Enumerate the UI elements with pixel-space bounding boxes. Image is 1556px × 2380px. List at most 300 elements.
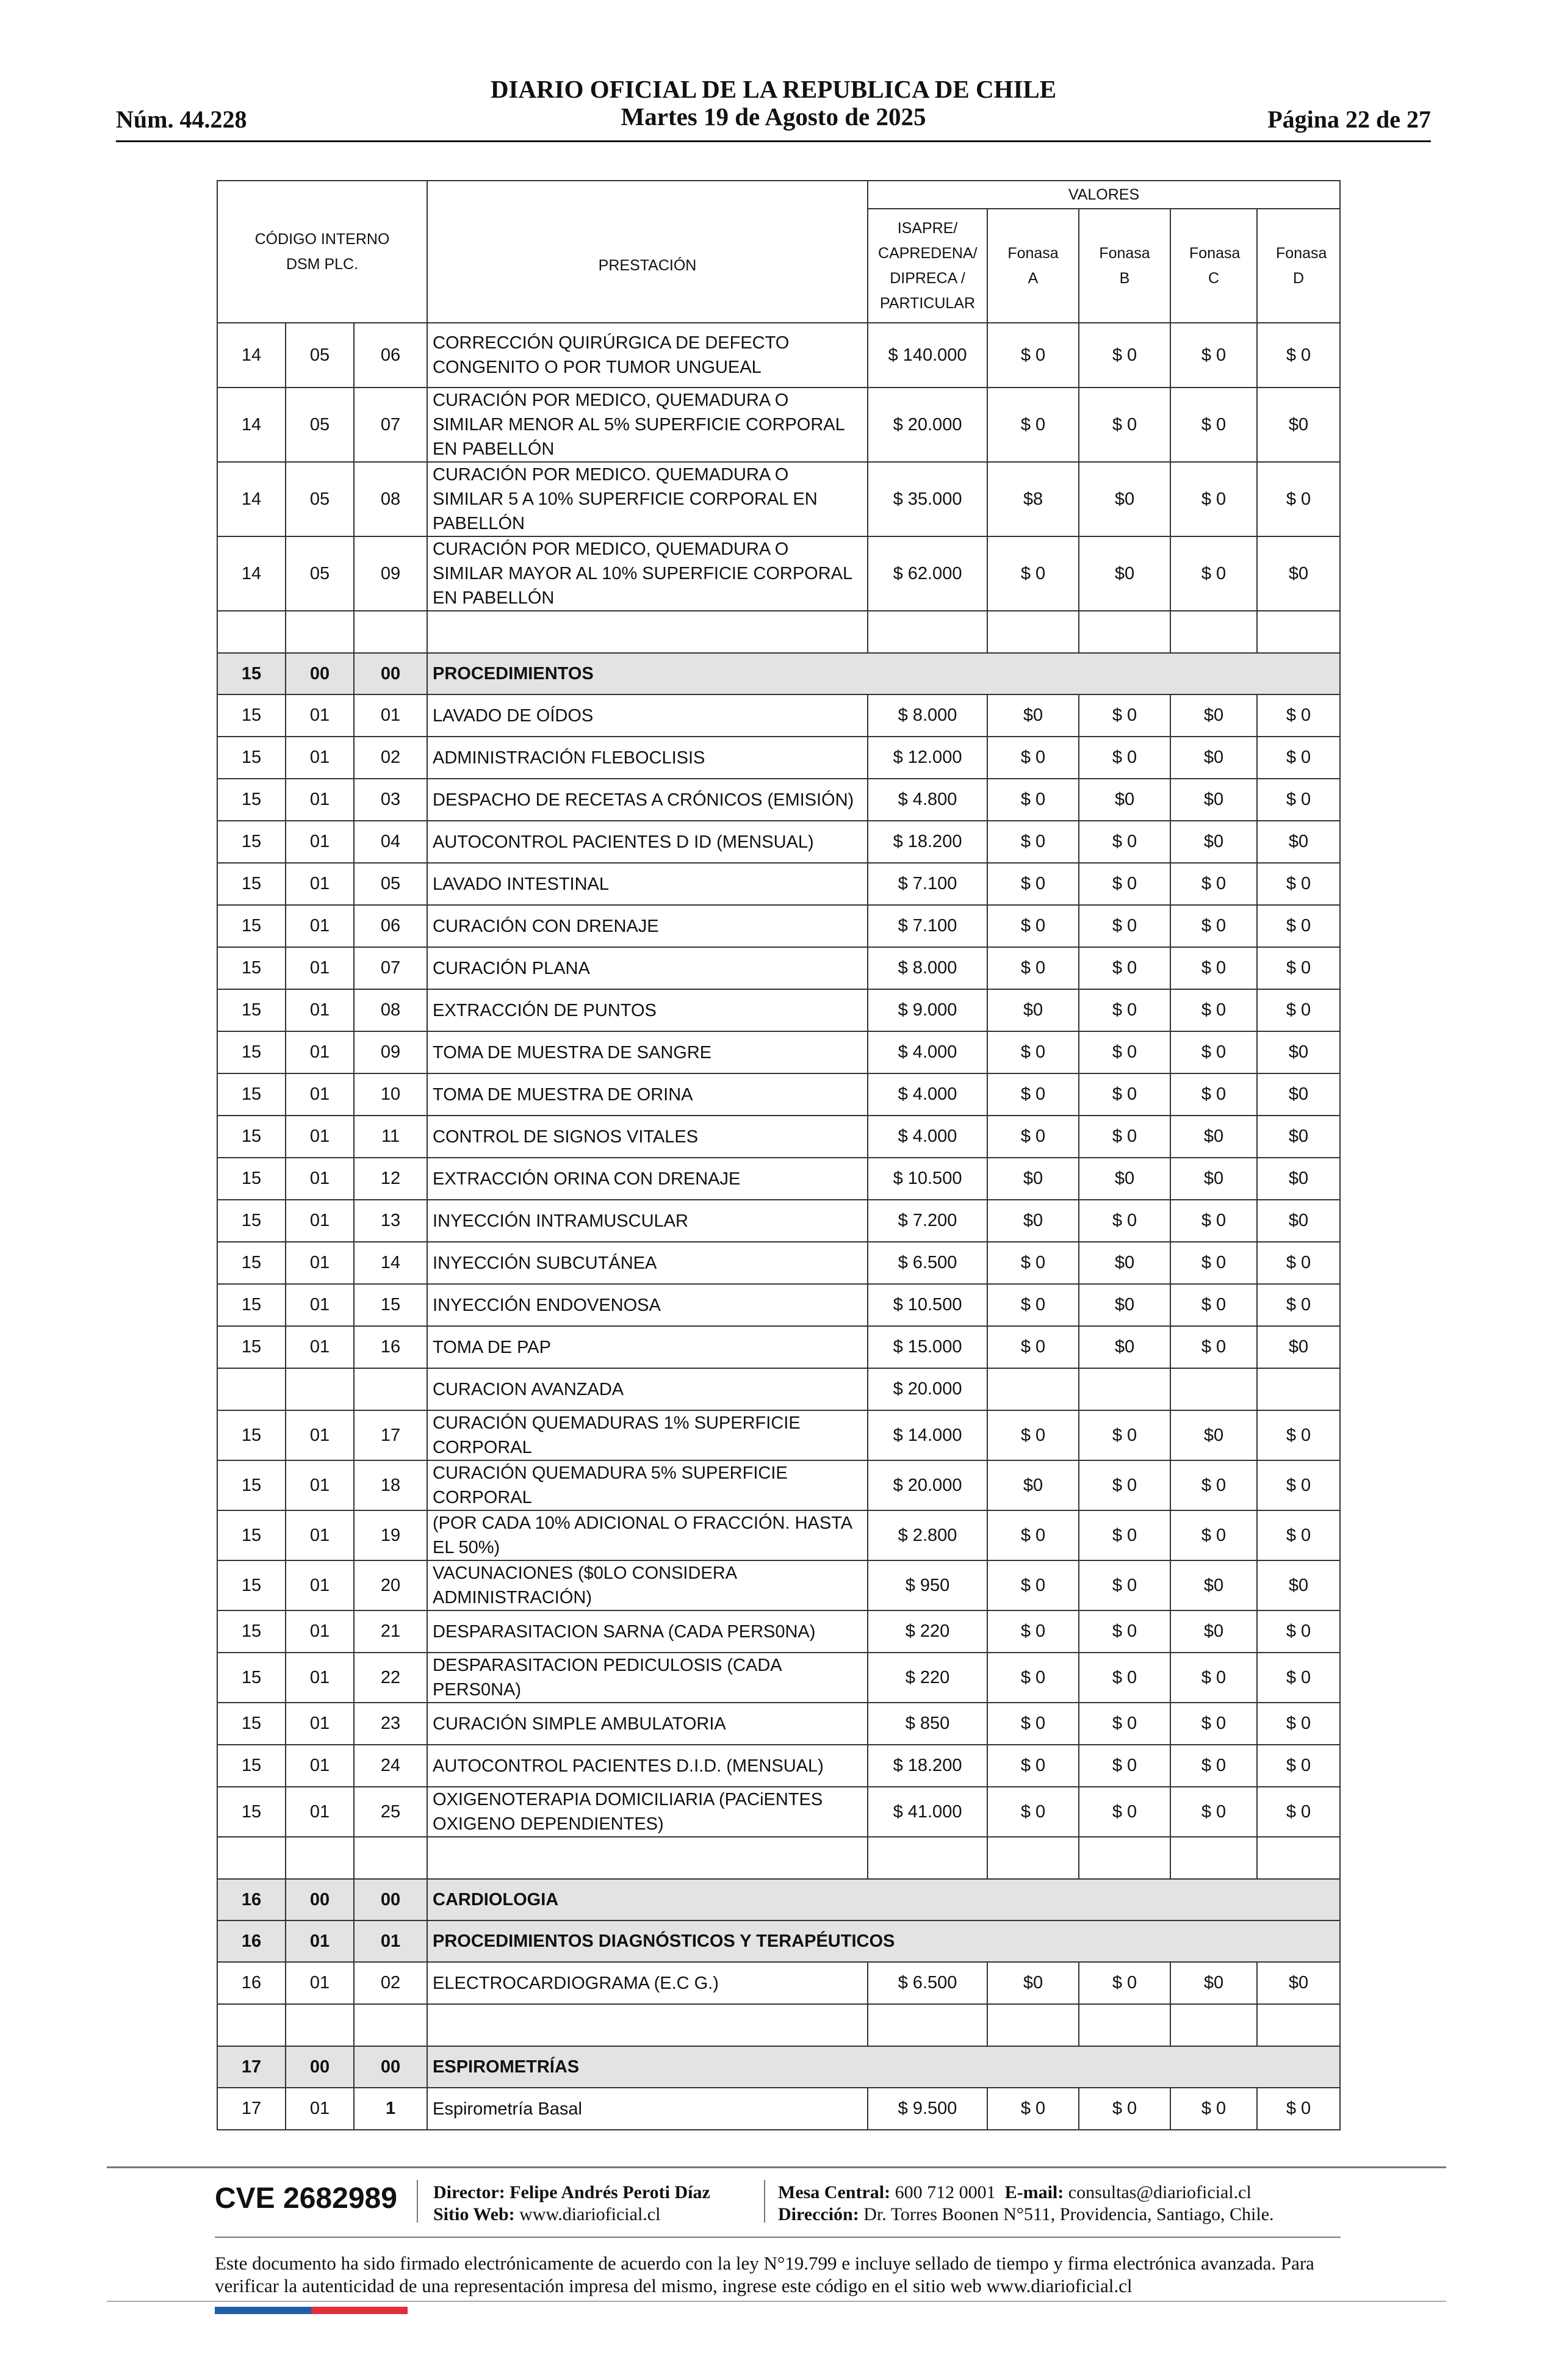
fonasa-d-value-cell: $ 0 [1257, 1510, 1340, 1560]
code-cell: 02 [354, 1962, 427, 2004]
fonasa-d-value-cell: $0 [1257, 1073, 1340, 1116]
fonasa-a-value-cell: $ 0 [987, 1610, 1079, 1653]
fonasa-b-value-cell: $0 [1079, 1158, 1170, 1200]
masthead [116, 76, 1431, 131]
isapre-value-cell: $ 8.000 [868, 947, 987, 989]
code-cell: 01 [286, 1326, 354, 1368]
code-cell [286, 1368, 354, 1410]
code-cell: 22 [354, 1653, 427, 1703]
code-header: CÓDIGO INTERNO DSM PLC. [217, 181, 427, 323]
fonasa-a-value-cell: $0 [987, 1158, 1079, 1200]
fonasa-c-value-cell: $ 0 [1170, 1200, 1257, 1242]
fonasa-a-value-cell: $ 0 [987, 947, 1079, 989]
prestacion-cell: INYECCIÓN SUBCUTÁNEA [427, 1242, 868, 1284]
section-title: CARDIOLOGIA [427, 1879, 1340, 1920]
fonasa-d-value-cell: $ 0 [1257, 1787, 1340, 1837]
director-label: Director: [433, 2182, 505, 2202]
fonasa-a-value-cell: $0 [987, 694, 1079, 737]
fonasa-b-value-cell: $ 0 [1079, 694, 1170, 737]
code-cell: 06 [354, 323, 427, 388]
code-cell: 01 [286, 947, 354, 989]
empty-cell [1079, 2004, 1170, 2046]
isapre-value-cell: $ 15.000 [868, 1326, 987, 1368]
code-cell: 13 [354, 1200, 427, 1242]
fonasa-c-value-cell: $ 0 [1170, 1242, 1257, 1284]
fonasa-c-value-cell: $0 [1170, 1962, 1257, 2004]
isapre-value-cell: $ 62.000 [868, 536, 987, 611]
section-title: ESPIROMETRÍAS [427, 2046, 1340, 2088]
fonasa-c-value-cell: $ 0 [1170, 1787, 1257, 1837]
code-cell: 15 [217, 1073, 286, 1116]
fonasa-b-value-cell: $ 0 [1079, 2088, 1170, 2130]
code-cell: 01 [286, 1158, 354, 1200]
code-cell: 08 [354, 989, 427, 1031]
isapre-value-cell: $ 7.200 [868, 1200, 987, 1242]
code-cell: 01 [286, 863, 354, 905]
empty-cell [427, 611, 868, 653]
section-row [217, 1879, 1340, 1920]
fonasa-d-value-cell: $0 [1257, 1158, 1340, 1200]
code-cell: 01 [286, 737, 354, 779]
prestacion-cell: ADMINISTRACIÓN FLEBOCLISIS [427, 737, 868, 779]
isapre-value-cell: $ 8.000 [868, 694, 987, 737]
code-cell: 05 [286, 462, 354, 536]
code-cell: 01 [286, 1787, 354, 1837]
fonasa-c-value-cell: $0 [1170, 1410, 1257, 1460]
code-cell: 01 [286, 1116, 354, 1158]
fonasa-d-value-cell: $ 0 [1257, 1653, 1340, 1703]
prestacion-cell: EXTRACCIÓN ORINA CON DRENAJE [427, 1158, 868, 1200]
code-cell: 15 [217, 1703, 286, 1745]
fonasa-b-value-cell: $0 [1079, 1284, 1170, 1326]
fonasa-b-value-cell: $0 [1079, 462, 1170, 536]
code-cell: 05 [286, 323, 354, 388]
fonasa-d-value-cell: $0 [1257, 1116, 1340, 1158]
code-cell: 01 [286, 694, 354, 737]
isapre-value-cell: $ 20.000 [868, 388, 987, 462]
fonasa-d-value-cell: $ 0 [1257, 1703, 1340, 1745]
code-cell: 17 [354, 1410, 427, 1460]
empty-cell [217, 611, 286, 653]
fonasa-a-value-cell: $ 0 [987, 1745, 1079, 1787]
table-row [217, 737, 1340, 779]
fonasa-a-value-cell: $ 0 [987, 1560, 1079, 1610]
fonasa-b-value-cell [1079, 1368, 1170, 1410]
fonasa-d-value-cell: $ 0 [1257, 905, 1340, 947]
empty-cell [1257, 2004, 1340, 2046]
fonasa-b-value-cell: $ 0 [1079, 1410, 1170, 1460]
fonasa-c-value-cell: $ 0 [1170, 1031, 1257, 1073]
code-cell: 14 [217, 323, 286, 388]
code-cell: 06 [354, 905, 427, 947]
code-cell: 01 [286, 821, 354, 863]
fonasa-a-value-cell: $ 0 [987, 1284, 1079, 1326]
director-name: Felipe Andrés Peroti Díaz [510, 2182, 710, 2202]
prestacion-cell: DESPARASITACION SARNA (CADA PERS0NA) [427, 1610, 868, 1653]
code-cell: 20 [354, 1560, 427, 1610]
prestacion-cell: LAVADO INTESTINAL [427, 863, 868, 905]
code-cell: 01 [286, 1031, 354, 1073]
isapre-value-cell: $ 41.000 [868, 1787, 987, 1837]
fonasa-b-value-cell: $ 0 [1079, 323, 1170, 388]
prestacion-cell: CURACIÓN QUEMADURAS 1% SUPERFICIE CORPORAL [427, 1410, 868, 1460]
code-cell: 14 [354, 1242, 427, 1284]
fonasa-b-value-cell: $ 0 [1079, 1073, 1170, 1116]
fonasa-a-value-cell: $ 0 [987, 863, 1079, 905]
isapre-value-cell: $ 20.000 [868, 1368, 987, 1410]
code-cell: 00 [354, 2046, 427, 2088]
fonasa-b-value-cell: $ 0 [1079, 1116, 1170, 1158]
prestacion-cell: DESPACHO DE RECETAS A CRÓNICOS (EMISIÓN) [427, 779, 868, 821]
fonasa-c-value-cell: $0 [1170, 1610, 1257, 1653]
code-cell: 00 [354, 1879, 427, 1920]
fonasa-b-value-cell: $ 0 [1079, 1510, 1170, 1560]
code-cell: 01 [286, 1610, 354, 1653]
code-cell: 15 [217, 821, 286, 863]
prestacion-cell: CURACIÓN PLANA [427, 947, 868, 989]
fonasa-c-value-cell: $0 [1170, 1158, 1257, 1200]
prestacion-cell: ELECTROCARDIOGRAMA (E.C G.) [427, 1962, 868, 2004]
table-row [217, 1962, 1340, 2004]
table-row [217, 694, 1340, 737]
prestacion-cell: TOMA DE MUESTRA DE SANGRE [427, 1031, 868, 1073]
empty-cell [217, 1837, 286, 1879]
code-cell: 15 [217, 779, 286, 821]
footer-divider [215, 2237, 1341, 2238]
empty-cell [217, 2004, 286, 2046]
code-cell: 01 [286, 779, 354, 821]
flag-stripe-red [311, 2307, 408, 2314]
table-row [217, 1073, 1340, 1116]
fonasa-c-value-cell [1170, 1368, 1257, 1410]
fonasa-b-value-cell: $ 0 [1079, 737, 1170, 779]
code-cell: 15 [217, 1560, 286, 1610]
fonasa-a-value-cell: $ 0 [987, 1116, 1079, 1158]
fonasa-d-value-cell: $0 [1257, 821, 1340, 863]
code-cell: 09 [354, 536, 427, 611]
fonasa-c-value-cell: $ 0 [1170, 462, 1257, 536]
code-cell: 01 [286, 1073, 354, 1116]
isapre-value-cell: $ 2.800 [868, 1510, 987, 1560]
code-cell: 10 [354, 1073, 427, 1116]
code-cell: 14 [217, 536, 286, 611]
fonasa-c-value-cell: $ 0 [1170, 323, 1257, 388]
footer-divider [107, 2301, 1446, 2302]
fonasa-d-value-cell: $0 [1257, 1200, 1340, 1242]
table-row [217, 2088, 1340, 2130]
isapre-value-cell: $ 4.000 [868, 1116, 987, 1158]
table-row [217, 779, 1340, 821]
table-row [217, 1653, 1340, 1703]
code-cell: 15 [217, 863, 286, 905]
isapre-value-cell: $ 35.000 [868, 462, 987, 536]
empty-cell [286, 611, 354, 653]
fonasa-a-value-cell: $ 0 [987, 821, 1079, 863]
fonasa-a-value-cell: $ 0 [987, 388, 1079, 462]
prestacion-cell: CURACIÓN POR MEDICO, QUEMADURA O SIMILAR MENOR AL 5% SUPERFICIE CORPORAL EN PABELLÓN [427, 388, 868, 462]
code-cell: 15 [217, 1200, 286, 1242]
fonasa-c-value-cell: $ 0 [1170, 1510, 1257, 1560]
table-row [217, 1787, 1340, 1837]
prestacion-cell: CORRECCIÓN QUIRÚRGICA DE DEFECTO CONGENITO O POR TUMOR UNGUEAL [427, 323, 868, 388]
fonasa-a-value-cell: $ 0 [987, 1653, 1079, 1703]
table-row [217, 323, 1340, 388]
code-cell: 15 [217, 989, 286, 1031]
code-cell: 01 [286, 1653, 354, 1703]
code-cell: 21 [354, 1610, 427, 1653]
page-number: Página 22 de 27 [1267, 106, 1431, 133]
valores-header: VALORES [868, 181, 1340, 209]
code-cell: 23 [354, 1703, 427, 1745]
section-title: PROCEDIMIENTOS DIAGNÓSTICOS Y TERAPÉUTICOS [427, 1920, 1340, 1962]
fonasa-a-value-cell: $ 0 [987, 1703, 1079, 1745]
site-link[interactable]: www.diarioficial.cl [519, 2204, 661, 2224]
fonasa-b-value-cell: $ 0 [1079, 1653, 1170, 1703]
section-title: PROCEDIMIENTOS [427, 653, 1340, 694]
code-cell: 01 [354, 694, 427, 737]
email-link[interactable]: consultas@diarioficial.cl [1068, 2182, 1252, 2202]
fonasa-b-value-cell: $ 0 [1079, 1031, 1170, 1073]
prestacion-cell: CURACIÓN POR MEDICO, QUEMADURA O SIMILAR MAYOR AL 10% SUPERFICIE CORPORAL EN PABELLÓN [427, 536, 868, 611]
fonasa-d-value-cell: $0 [1257, 1031, 1340, 1073]
page-header [116, 73, 1431, 143]
fonasa-a-value-cell: $ 0 [987, 1510, 1079, 1560]
empty-cell [868, 611, 987, 653]
mesa-phone: 600 712 0001 [895, 2182, 996, 2202]
code-cell: 07 [354, 388, 427, 462]
code-cell [217, 1368, 286, 1410]
blank-row [217, 1837, 1340, 1879]
code-cell: 02 [354, 737, 427, 779]
fonasa-c-value-cell: $0 [1170, 737, 1257, 779]
isapre-value-cell: $ 14.000 [868, 1410, 987, 1460]
empty-cell [1257, 1837, 1340, 1879]
table-row [217, 1745, 1340, 1787]
code-cell: 11 [354, 1116, 427, 1158]
fonasa-c-value-cell: $ 0 [1170, 536, 1257, 611]
fonasa-c-value-cell: $ 0 [1170, 2088, 1257, 2130]
code-cell: 15 [217, 1242, 286, 1284]
fonasa-b-header: Fonasa B [1079, 209, 1170, 323]
table-row [217, 462, 1340, 536]
table-row [217, 1610, 1340, 1653]
code-cell: 15 [217, 1410, 286, 1460]
fonasa-d-value-cell: $ 0 [1257, 462, 1340, 536]
mesa-label: Mesa Central: [778, 2182, 891, 2202]
fonasa-d-value-cell: $0 [1257, 388, 1340, 462]
isapre-value-cell: $ 4.000 [868, 1031, 987, 1073]
table-body [217, 323, 1340, 2130]
prestacion-cell: LAVADO DE OÍDOS [427, 694, 868, 737]
code-cell: 16 [217, 1879, 286, 1920]
cve-code: CVE 2682989 [215, 2182, 397, 2215]
table-row [217, 1284, 1340, 1326]
fonasa-b-value-cell: $ 0 [1079, 863, 1170, 905]
fonasa-a-value-cell: $ 0 [987, 737, 1079, 779]
fonasa-c-value-cell: $ 0 [1170, 989, 1257, 1031]
address-label: Dirección: [778, 2204, 859, 2224]
director-block [433, 2182, 710, 2226]
empty-cell [427, 2004, 868, 2046]
code-cell: 16 [354, 1326, 427, 1368]
fonasa-a-header: Fonasa A [987, 209, 1079, 323]
fonasa-a-value-cell: $ 0 [987, 779, 1079, 821]
fonasa-b-value-cell: $ 0 [1079, 905, 1170, 947]
table-row [217, 989, 1340, 1031]
fonasa-b-value-cell: $ 0 [1079, 1610, 1170, 1653]
code-cell: 15 [217, 1653, 286, 1703]
fonasa-a-value-cell: $ 0 [987, 905, 1079, 947]
fonasa-d-header: Fonasa D [1257, 209, 1340, 323]
fonasa-d-value-cell: $ 0 [1257, 1745, 1340, 1787]
prestacion-cell: EXTRACCIÓN DE PUNTOS [427, 989, 868, 1031]
isapre-value-cell: $ 9.000 [868, 989, 987, 1031]
code-cell: 01 [286, 1962, 354, 2004]
fonasa-c-value-cell: $0 [1170, 1116, 1257, 1158]
code-cell: 15 [217, 653, 286, 694]
code-cell: 01 [354, 1920, 427, 1962]
empty-cell [868, 2004, 987, 2046]
code-cell: 25 [354, 1787, 427, 1837]
code-cell: 00 [354, 653, 427, 694]
signature-notice: Este documento ha sido firmado electrónicamente de acuerdo con la ley N°19.799 e incluye sellado de tiempo y firma electrónica avanzada. Para verificar la autenticidad de una representación impresa del mismo, ingrese este código en el sitio web www.diarioficial.cl [215, 2252, 1314, 2296]
fonasa-c-value-cell: $ 0 [1170, 1745, 1257, 1787]
prestacion-cell: TOMA DE PAP [427, 1326, 868, 1368]
empty-cell [354, 1837, 427, 1879]
fonasa-b-value-cell: $ 0 [1079, 989, 1170, 1031]
footer-separator [417, 2180, 418, 2223]
fonasa-c-value-cell: $ 0 [1170, 1653, 1257, 1703]
code-cell: 17 [217, 2046, 286, 2088]
fonasa-b-value-cell: $ 0 [1079, 821, 1170, 863]
fonasa-a-value-cell: $0 [987, 1962, 1079, 2004]
empty-cell [987, 1837, 1079, 1879]
fonasa-a-value-cell: $ 0 [987, 1073, 1079, 1116]
fonasa-b-value-cell: $ 0 [1079, 947, 1170, 989]
fonasa-a-value-cell: $ 0 [987, 2088, 1079, 2130]
fonasa-a-value-cell: $0 [987, 1460, 1079, 1510]
code-cell: 01 [286, 1410, 354, 1460]
code-cell: 01 [286, 1560, 354, 1610]
table-row [217, 1703, 1340, 1745]
code-cell: 14 [217, 388, 286, 462]
prestacion-cell: AUTOCONTROL PACIENTES D ID (MENSUAL) [427, 821, 868, 863]
fonasa-b-value-cell: $0 [1079, 1242, 1170, 1284]
fonasa-d-value-cell: $ 0 [1257, 323, 1340, 388]
address-text: Dr. Torres Boonen N°511, Providencia, Santiago, Chile. [863, 2204, 1274, 2224]
fonasa-c-value-cell: $ 0 [1170, 863, 1257, 905]
code-cell: 14 [217, 462, 286, 536]
code-cell: 15 [217, 1745, 286, 1787]
table-row [217, 1560, 1340, 1610]
prestacion-cell: AUTOCONTROL PACIENTES D.I.D. (MENSUAL) [427, 1745, 868, 1787]
fonasa-d-value-cell: $0 [1257, 1962, 1340, 2004]
prestacion-cell: OXIGENOTERAPIA DOMICILIARIA (PACiENTES OXIGENO DEPENDIENTES) [427, 1787, 868, 1837]
prestacion-cell: DESPARASITACION PEDICULOSIS (CADA PERS0NA) [427, 1653, 868, 1703]
fonasa-b-value-cell: $ 0 [1079, 1703, 1170, 1745]
fonasa-a-value-cell: $8 [987, 462, 1079, 536]
fonasa-b-value-cell: $0 [1079, 779, 1170, 821]
code-cell: 01 [286, 1460, 354, 1510]
code-cell: 15 [217, 1787, 286, 1837]
prestacion-cell: CURACIÓN CON DRENAJE [427, 905, 868, 947]
fonasa-d-value-cell: $ 0 [1257, 947, 1340, 989]
table-row [217, 1200, 1340, 1242]
isapre-value-cell: $ 950 [868, 1560, 987, 1610]
empty-cell [354, 2004, 427, 2046]
fonasa-a-value-cell: $ 0 [987, 1326, 1079, 1368]
fonasa-d-value-cell: $ 0 [1257, 989, 1340, 1031]
code-cell: 24 [354, 1745, 427, 1787]
code-cell: 15 [217, 1284, 286, 1326]
table-row [217, 388, 1340, 462]
table-row [217, 1410, 1340, 1460]
fonasa-d-value-cell: $0 [1257, 536, 1340, 611]
fonasa-d-value-cell: $ 0 [1257, 779, 1340, 821]
isapre-value-cell: $ 6.500 [868, 1962, 987, 2004]
fonasa-a-value-cell: $ 0 [987, 1031, 1079, 1073]
isapre-value-cell: $ 7.100 [868, 905, 987, 947]
prestacion-cell: INYECCIÓN ENDOVENOSA [427, 1284, 868, 1326]
code-cell: 15 [217, 1116, 286, 1158]
code-cell: 15 [217, 737, 286, 779]
fonasa-c-value-cell: $0 [1170, 694, 1257, 737]
prestacion-cell: INYECCIÓN INTRAMUSCULAR [427, 1200, 868, 1242]
email-label: E-mail: [1004, 2182, 1064, 2202]
prestacion-cell: CONTROL DE SIGNOS VITALES [427, 1116, 868, 1158]
code-cell: 07 [354, 947, 427, 989]
isapre-value-cell: $ 12.000 [868, 737, 987, 779]
fonasa-b-value-cell: $0 [1079, 536, 1170, 611]
fonasa-b-value-cell: $ 0 [1079, 1962, 1170, 2004]
fonasa-b-value-cell: $ 0 [1079, 1200, 1170, 1242]
code-cell: 03 [354, 779, 427, 821]
code-cell: 01 [286, 1920, 354, 1962]
fonasa-b-value-cell: $0 [1079, 1326, 1170, 1368]
fonasa-a-value-cell: $ 0 [987, 1242, 1079, 1284]
fonasa-c-header: Fonasa C [1170, 209, 1257, 323]
publication-date: Martes 19 de Agosto de 2025 [621, 103, 926, 131]
section-row [217, 653, 1340, 694]
table-row [217, 536, 1340, 611]
isapre-value-cell: $ 7.100 [868, 863, 987, 905]
code-cell: 15 [354, 1284, 427, 1326]
code-cell: 09 [354, 1031, 427, 1073]
fonasa-c-value-cell: $ 0 [1170, 1073, 1257, 1116]
table-row [217, 905, 1340, 947]
isapre-value-cell: $ 18.200 [868, 1745, 987, 1787]
prestacion-header: PRESTACIÓN [427, 209, 868, 323]
blank-row [217, 611, 1340, 653]
fonasa-c-value-cell: $ 0 [1170, 388, 1257, 462]
tariff-table [217, 180, 1341, 2130]
footer-divider [107, 2166, 1446, 2168]
publication-title: DIARIO OFICIAL DE LA REPUBLICA DE CHILE [490, 75, 1057, 103]
code-cell: 15 [217, 905, 286, 947]
empty-cell [427, 1837, 868, 1879]
isapre-value-cell: $ 4.800 [868, 779, 987, 821]
fonasa-d-value-cell: $ 0 [1257, 737, 1340, 779]
code-cell: 15 [217, 1158, 286, 1200]
prestacion-cell: (POR CADA 10% ADICIONAL O FRACCIÓN. HASTA EL 50%) [427, 1510, 868, 1560]
fonasa-d-value-cell: $0 [1257, 1560, 1340, 1610]
fonasa-a-value-cell: $ 0 [987, 536, 1079, 611]
code-cell: 05 [286, 536, 354, 611]
table-row [217, 1368, 1340, 1410]
empty-cell [1170, 2004, 1257, 2046]
code-cell: 01 [286, 1745, 354, 1787]
code-cell: 12 [354, 1158, 427, 1200]
